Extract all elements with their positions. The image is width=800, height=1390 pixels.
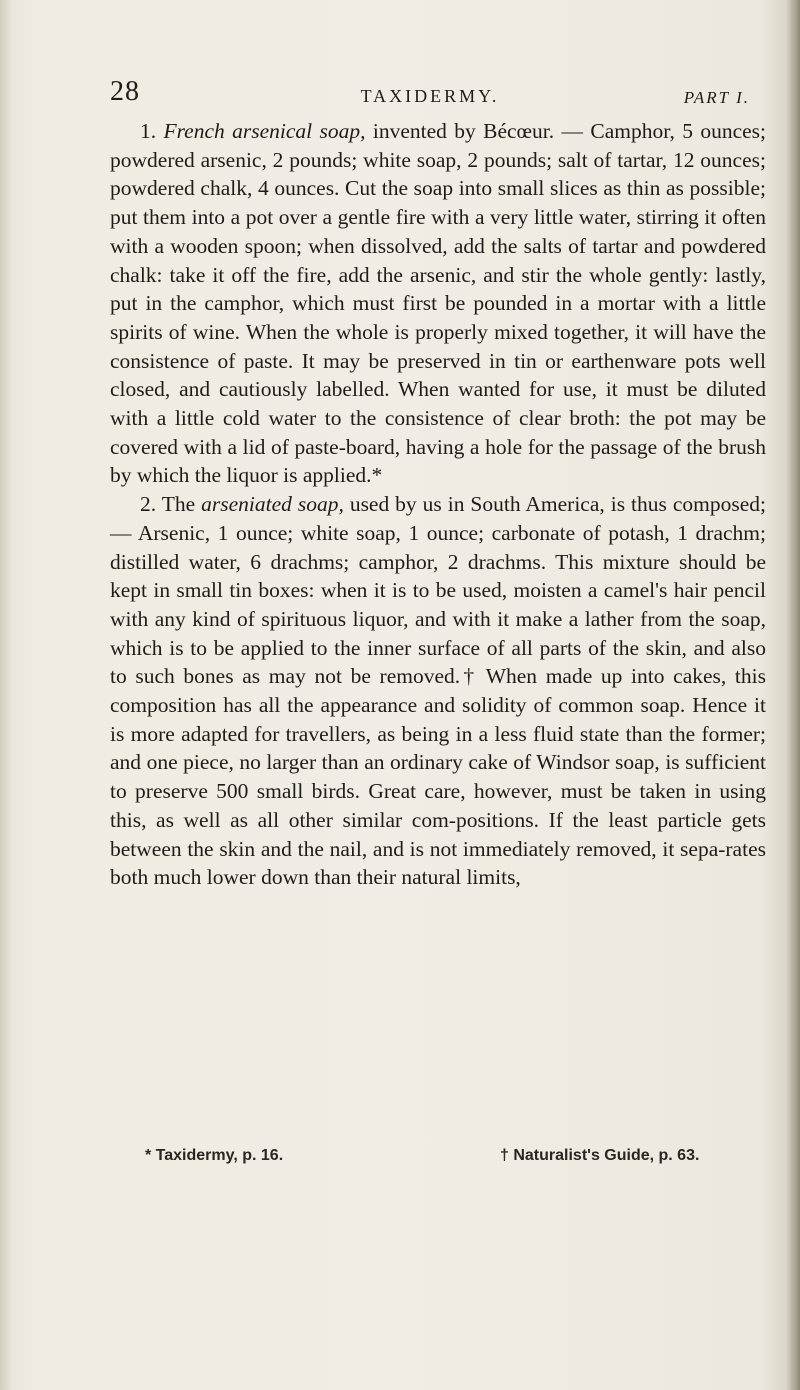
paragraph-title: French arsenical soap, [163,119,366,143]
footnote-naturalists-guide: † Naturalist's Guide, p. 63. [500,1147,700,1164]
paragraph-arseniated-soap [110,490,766,892]
running-title: TAXIDERMY. [360,86,500,106]
paragraph-number: 2. [140,492,157,517]
page-number: 28 [110,76,140,107]
page-header [110,76,750,112]
paragraph-number: 1. [140,119,157,143]
right-page-edge [786,0,800,1390]
left-page-edge [0,0,12,1390]
paragraph-text: invented by Bécœur. — Camphor, 5 ounces; powdered arsenic, 2 pounds; white soap, 2 pounds; salt of tartar, 12 ounces; powdered chalk, 4 ounces. Cut the soap into small slices as thin as possible; put them into a pot over a gentle fire with a very little water, stirring it often with a wooden spoon; when dissolved, add the salts of tartar and powdered chalk: take it off the fire, add the arsenic, and stir the whole gently: lastly, put in the camphor, which must first be pounded in a mortar with a little spirits of wine. When the whole is properly mixed together, it will have the consistence of paste. It may be preserved in tin or earthenware pots well closed, and cautiously labelled. When wanted for use, it must be diluted with a little cold water to the consistence of clear broth: the pot may be covered with a lid of paste-board, having a hole for the passage of the brush by which the liquor is applied.* [110,119,767,488]
paragraph-text: used by us in South America, is thus composed; — Arsenic, 1 ounce; white soap, 1 ounce; carbonate of potash, 1 drachm; distilled water, 6 drachms; camphor, 2 drachms. This mixture should be kept in small tin boxes: when it is to be used, moisten a camel's hair pencil with any kind of spirituous liquor, and with it make a lather from the soap, which is to be applied to the inner surface of all parts of the skin, and also to such bones as may not be removed.† When made up into cakes, this composition has all the appearance and solidity of common soap. Hence it is more adapted for travellers, as being in a less fluid state than the former; and one piece, no larger than an ordinary cake of Windsor soap, is sufficient to preserve 500 small birds. Great care, however, must be taken in using this, as well as all other similar com-positions. If the least particle gets between the skin and the nail, and is not immediately removed, it sepa-rates both much lower down than their natural limits, [110,492,766,890]
footnote-taxidermy: * Taxidermy, p. 16. [145,1147,284,1164]
paragraph-lead: The [161,492,196,517]
body-text [110,117,766,892]
part-label: PART I. [683,88,750,107]
paragraph-title: arseniated soap, [201,492,344,517]
paragraph-french-arsenical-soap [110,117,766,490]
